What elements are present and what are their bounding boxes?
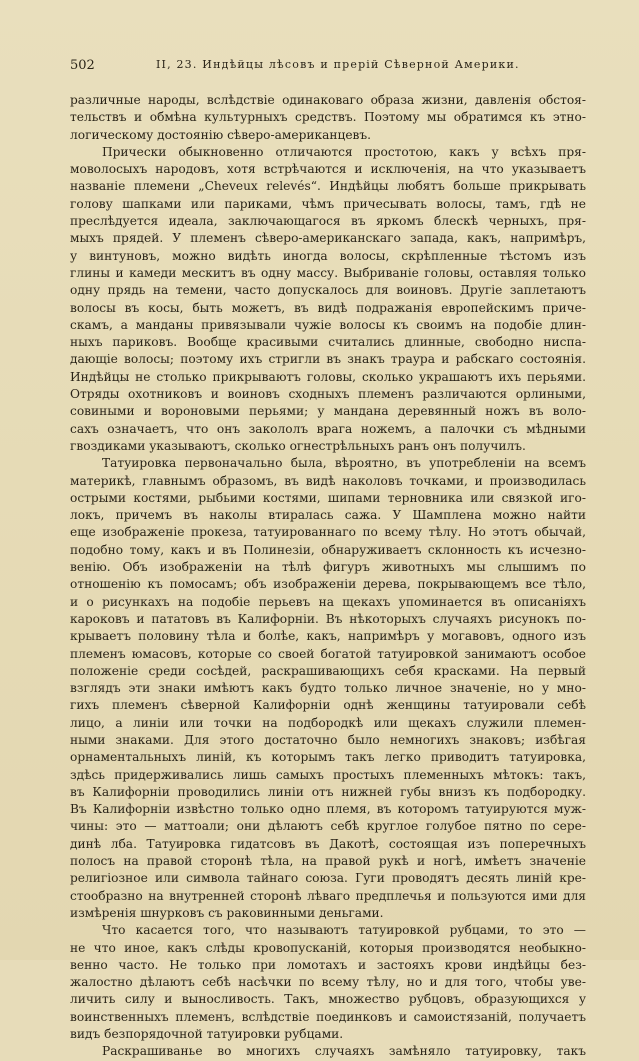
text-line: Отряды охотниковъ и воиновъ сходныхъ племенъ различаются орлиными, [70,387,586,402]
text-line: лицо, а линіи или точки на подбородкѣ или щекахъ служили племен- [70,715,586,730]
text-line: материкѣ, главнымъ образомъ, въ видѣ наколовъ точками, и производилась [70,473,586,488]
running-title: II, 23. Индѣйцы лѣсовъ и прерій Сѣверной Америки. [156,58,520,71]
text-line: и о рисункахъ на подобіе перьевъ на щекахъ упоминается въ описаніяхъ [70,594,586,609]
text-line: личить силу и выносливость. Такъ, множество рубцовъ, образующихся у [70,992,586,1007]
text-line: въ Калифорніи проводились линіи отъ нижней губы внизъ къ подбородку. [70,784,586,799]
text-line: орнаментальныхъ линій, къ которымъ такъ легко приводитъ татуировка, [70,750,586,765]
text-line: жалостно дѣлаютъ себѣ насѣчки по всему тѣлу, но и для того, чтобы уве- [70,975,586,990]
page-header [70,58,590,78]
text-line: положеніе среди сосѣдей, раскрашивающихъ себя красками. На первый [70,663,586,678]
text-line: крываетъ половину тѣла и болѣе, какъ, напримѣръ у могавовъ, одного изъ [70,629,586,644]
body-text [70,92,586,1061]
text-line: стообразно на внутренней сторонѣ лѣваго предплечья и пользуются ими для [70,888,586,903]
text-line: мыхъ прядей. У племенъ сѣверо-американскаго запада, какъ, напримѣръ, [70,231,586,246]
text-line: гихъ племенъ сѣверной Калифорніи однѣ женщины татуировали себѣ [70,698,586,713]
text-line: моволосыхъ народовъ, хотя встрѣчаются и исключенія, на что указываетъ [70,162,586,177]
text-line: Прически обыкновенно отличаются простотою, какъ у всѣхъ пря- [102,144,586,159]
text-line: голову шапками или париками, чѣмъ причесывать волосы, тамъ, гдѣ не [70,196,586,211]
text-line: кароковъ и пататовъ въ Калифорніи. Въ нѣкоторыхъ случаяхъ рисунокъ по- [70,611,586,626]
text-line: одну прядь на темени, часто допускалось для воиновъ. Другіе заплетаютъ [70,283,586,298]
text-line: различные народы, вслѣдствіе одинаковаго образа жизни, давленія обстоя- [70,93,586,107]
text-line: логическому достоянію сѣверо-американцевъ. [70,127,372,142]
text-line: локъ, причемъ въ наколы втиралась сажа. У Шамплена можно найти [70,508,586,523]
text-line: гвоздиками указываютъ, сколько огнестрѣльныхъ ранъ онъ получилъ. [70,438,526,453]
text-line: венію. Объ изображеніи на тѣлѣ фигуръ животныхъ мы слышимъ по [70,560,586,575]
text-line: дающіе волосы; поэтому ихъ стригли въ знакъ траура и рабскаго состоянія. [70,352,586,367]
text-line: чины: это — маттоали; они дѣлаютъ себѣ круглое голубое пятно по сере- [70,819,586,834]
text-line: полосъ на правой сторонѣ тѣла, на правой рукѣ и ногѣ, имѣетъ значеніе [70,854,586,869]
text-line: ныхъ париковъ. Вообще красивыми считались длинные, свободно ниспа- [70,335,586,350]
text-line: подобно тому, какъ и въ Полинезіи, обнаруживаетъ склонность къ исчезно- [70,542,586,557]
text-line: острыми костями, рыбьими костями, шипами терновника или связкой иго- [70,490,586,505]
text-line: Раскрашиванье во многихъ случаяхъ замѣняло татуировку, такъ [102,1044,586,1059]
text-line: венно часто. Не только при ломотахъ и застояхъ крови индѣйцы без- [70,957,586,972]
text-line: совиными и вороновыми перьями; у мандана деревянный ножъ въ воло- [70,404,586,419]
text-line: видъ безпорядочной татуировки рубцами. [70,1027,344,1042]
text-line: воинственныхъ племенъ, вслѣдствіе поединковъ и самоистязаній, получаетъ [70,1009,586,1024]
text-line: не что иное, какъ слѣды кровопусканій, которыя производятся необыкно- [70,940,586,955]
text-line: Индѣйцы не столько прикрываютъ головы, сколько украшаютъ ихъ перьями. [70,369,586,384]
text-line: скамъ, а манданы привязывали чужіе волосы къ своимъ на подобіе длин- [70,317,586,332]
text-line: измѣренія шнурковъ съ раковинными деньгами. [70,905,384,920]
text-line: волосы въ косы, быть можетъ, въ видѣ подражанія европейскимъ приче- [70,300,586,315]
text-line: отношенію къ помосамъ; объ изображеніи дерева, покрывающемъ все тѣло, [70,577,586,592]
text-line: еще изображеніе прокеза, татуированнаго по всему тѣлу. Но этотъ обычай, [70,525,586,540]
text-line: Въ Калифорніи извѣстно только одно племя, въ которомъ татуируются муж- [70,802,586,817]
text-line: сахъ означаетъ, что онъ закололъ врага ножемъ, а палочки съ мѣдными [70,421,586,436]
text-line: здѣсь придерживались лишь самыхъ простыхъ племенныхъ мѣтокъ: такъ, [70,767,586,782]
text-line: Татуировка первоначально была, вѣроятно, въ употребленіи на всемъ [102,456,586,471]
text-line: глины и камеди мескитъ въ одну массу. Выбриваніе головы, оставляя только [70,265,586,280]
text-line: тельствъ и обмѣна культурныхъ средствъ. Поэтому мы обратимся къ этно- [70,110,586,125]
text-line: у винтуновъ, можно видѣть иногда волосы, скрѣпленные тѣстомъ изъ [70,248,586,263]
text-line: Что касается того, что называютъ татуировкой рубцами, то это — [102,923,586,938]
text-line: племенъ юмасовъ, которые со своей богатой татуировкой занимаютъ особое [70,646,586,661]
text-line: преслѣдуется идеала, заключающагося въ яркомъ блескѣ черныхъ, пря- [70,214,586,229]
text-line: взглядъ эти знаки имѣютъ какъ будто только личное значеніе, но у мно- [70,681,586,696]
text-line: ными знаками. Для этого достаточно было немногихъ знаковъ; избѣгая [70,732,586,747]
page-number: 502 [70,58,95,73]
text-line: названіе племени „Cheveux relevés“. Индѣйцы любятъ больше прикрывать [70,179,586,194]
text-line: религіозное или символа тайнаго союза. Гуги проводятъ десять линій кре- [70,871,586,886]
text-line: динѣ лба. Татуировка гидатсовъ въ Дакотѣ, состоящая изъ поперечныхъ [70,836,586,851]
